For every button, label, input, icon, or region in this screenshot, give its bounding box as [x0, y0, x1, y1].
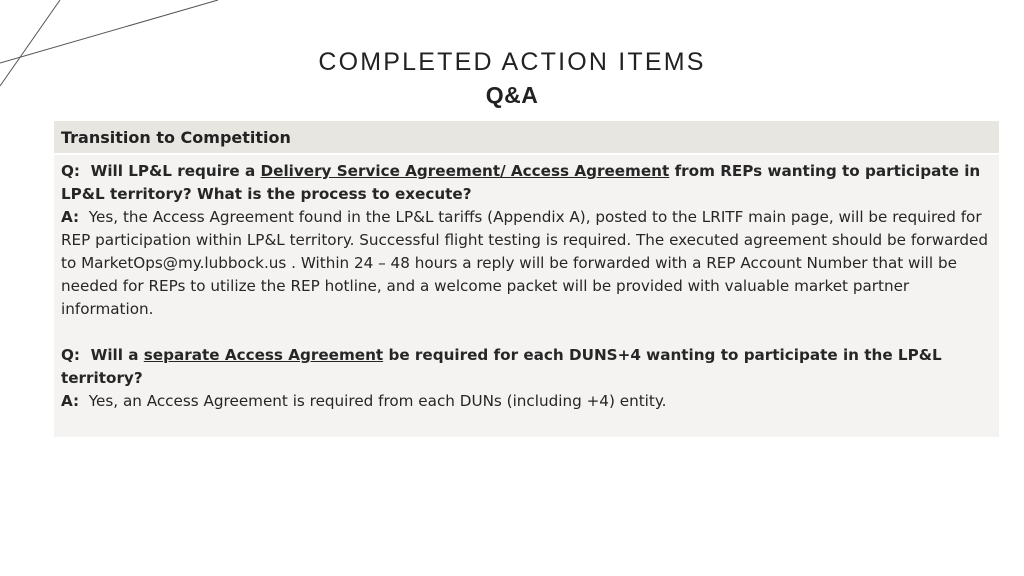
answer-label: A:	[61, 208, 80, 226]
slide-title: COMPLETED ACTION ITEMS	[318, 48, 706, 76]
question-label: Q:	[61, 162, 80, 180]
answer-label: A:	[61, 392, 80, 410]
separate-access-agreement-link[interactable]: separate Access Agreement	[143, 346, 384, 364]
question-text: from REPs wanting to participate in LP&L territory? What is the process to execute?	[61, 162, 981, 203]
question-text: Will LP&L require a	[90, 162, 256, 180]
question-2	[61, 344, 989, 390]
answer-1	[61, 206, 989, 321]
question-1	[61, 160, 989, 206]
qa-table	[54, 121, 999, 437]
answer-text: Yes, the Access Agreement found in the LP&L tariffs (Appendix A), posted to the LRITF main page, will be required for REP participation within LP&L territory. Successful flight testing is required. The executed agreement should be forwarded to MarketOps@my.lubbock.us . Within 24 – 48 hours a reply will be forwarded with a REP Account Number that will be needed for REPs to utilize the REP hotline, and a welcome packet will be provided with valuable market partner information.	[61, 208, 989, 318]
question-text: Will a	[90, 346, 139, 364]
answer-text: Yes, an Access Agreement is required from each DUNs (including +4) entity.	[88, 392, 667, 410]
question-text: be required for each DUNS+4 wanting to participate in the LP&L territory?	[61, 346, 942, 387]
table-header: Transition to Competition	[54, 121, 999, 153]
delivery-service-agreement-link[interactable]: Delivery Service Agreement/ Access Agreement	[260, 162, 670, 180]
question-label: Q:	[61, 346, 80, 364]
table-body	[54, 155, 999, 437]
answer-2	[61, 390, 989, 413]
slide-subtitle: Q&A	[485, 82, 539, 108]
